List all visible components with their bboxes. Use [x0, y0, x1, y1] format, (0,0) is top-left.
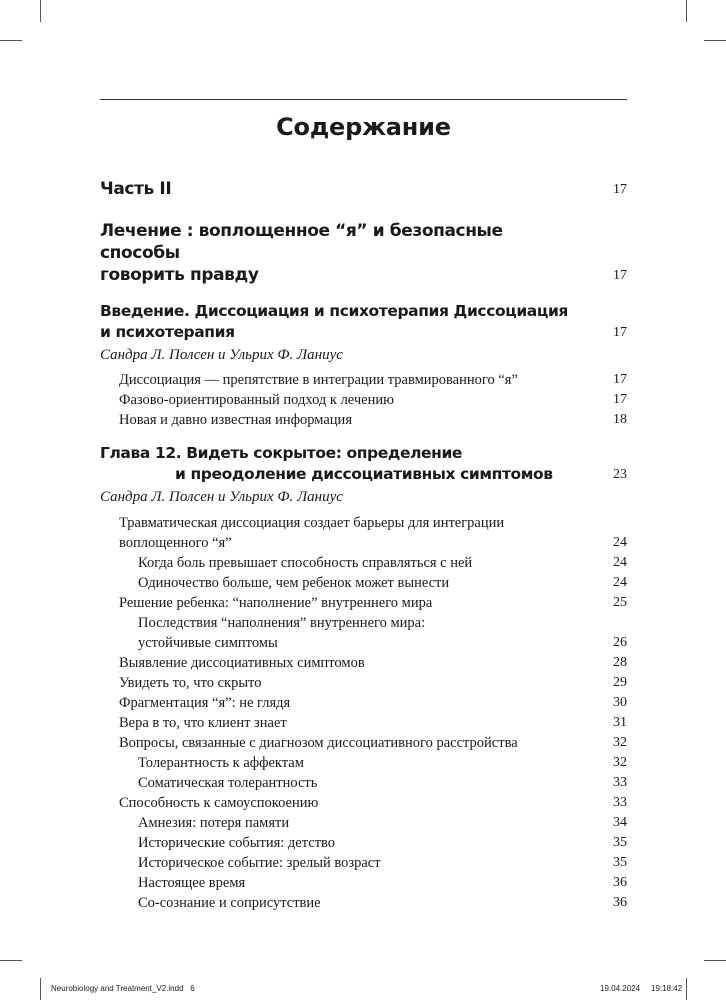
- toc-part-heading[interactable]: [100, 178, 627, 200]
- entry-text: устойчивые симптомы: [138, 635, 278, 651]
- heading-line: говорить правду: [100, 265, 259, 285]
- entry-text: Новая и давно известная информация: [119, 412, 352, 428]
- chapter12-entries: [100, 513, 627, 913]
- entry-text: Исторические события: детство: [138, 835, 336, 851]
- page-number: 24: [613, 575, 627, 590]
- crop-mark: [686, 978, 687, 1000]
- page-number: 35: [613, 855, 627, 870]
- crop-mark: [0, 40, 22, 41]
- page-number: 31: [613, 715, 627, 730]
- footer-time: 19:18:42: [651, 984, 683, 993]
- entry-text: Увидеть то, что скрыто: [119, 675, 262, 691]
- page-number: 24: [613, 555, 627, 570]
- entry-text: Фазово-ориентированный подход к лечению: [119, 392, 394, 408]
- page-number: 17: [613, 325, 627, 340]
- page-number: 34: [613, 815, 627, 830]
- page-number: 32: [613, 735, 627, 750]
- crop-mark: [704, 960, 726, 961]
- heading-line: и преодоление диссоциативных симптомов: [175, 465, 553, 483]
- page-number: 30: [613, 695, 627, 710]
- toc-section-heading[interactable]: [100, 220, 627, 286]
- toc-entry[interactable]: [100, 390, 627, 410]
- page-title: Содержание: [276, 113, 451, 141]
- page-number: 36: [613, 875, 627, 890]
- chapter-author: Сандра Л. Полсен и Ульрих Ф. Ланиус: [100, 489, 343, 505]
- heading-line: Введение. Диссоциация и психотерапия Диссоциация: [100, 302, 568, 320]
- page-number: 35: [613, 835, 627, 850]
- page-number: 17: [613, 268, 627, 283]
- page-number: 23: [613, 467, 627, 482]
- heading-line: Глава 12. Видеть сокрытое: определение: [100, 444, 463, 462]
- heading-line: Лечение : воплощенное “я” и безопасные способы: [100, 221, 503, 263]
- page-number: 17: [613, 372, 627, 387]
- entry-text: Диссоциация — препятствие в интеграции травмированного “я”: [119, 372, 518, 388]
- page-number: 29: [613, 675, 627, 690]
- entry-text: Вера в то, что клиент знает: [119, 715, 287, 731]
- toc-entry[interactable]: [100, 753, 627, 773]
- footer-filename: Neurobiology and Treatment_V2.indd 6: [51, 984, 195, 993]
- toc-intro-heading[interactable]: [100, 301, 627, 343]
- toc-entry[interactable]: [100, 853, 627, 873]
- entry-text: Фрагментация “я”: не глядя: [119, 695, 291, 711]
- toc-entry[interactable]: [100, 513, 627, 533]
- toc-entry[interactable]: [100, 873, 627, 893]
- entry-text: Выявление диссоциативных симптомов: [119, 655, 365, 671]
- heading-line: и психотерапия: [100, 323, 235, 341]
- toc-entry[interactable]: [100, 613, 627, 633]
- entry-text: Соматическая толерантность: [138, 775, 318, 791]
- entry-text: Решение ребенка: “наполнение” внутреннего мира: [119, 595, 433, 611]
- toc-entry[interactable]: [100, 833, 627, 853]
- page-number: 18: [613, 412, 627, 427]
- toc-entry[interactable]: [100, 653, 627, 673]
- toc-entry[interactable]: [100, 573, 627, 593]
- page-number: 17: [613, 182, 627, 197]
- toc-entry[interactable]: [100, 370, 627, 390]
- toc-entry[interactable]: [100, 693, 627, 713]
- crop-mark: [686, 0, 687, 22]
- entry-text: Амнезия: потеря памяти: [138, 815, 290, 831]
- toc-entry[interactable]: [100, 633, 627, 653]
- page-number: 36: [613, 895, 627, 910]
- toc-entry[interactable]: [100, 713, 627, 733]
- toc-entry[interactable]: [100, 893, 627, 913]
- header-rule: [100, 99, 627, 100]
- entry-text: Травматическая диссоциация создает барьеры для интеграции: [119, 515, 505, 531]
- toc-entry[interactable]: [100, 793, 627, 813]
- entry-text: Последствия “наполнения” внутреннего мира:: [138, 615, 426, 631]
- page-number: 28: [613, 655, 627, 670]
- page-number: 26: [613, 635, 627, 650]
- entry-text: Вопросы, связанные с диагнозом диссоциативного расстройства: [119, 735, 518, 751]
- page-number: 32: [613, 755, 627, 770]
- toc-entry[interactable]: [100, 673, 627, 693]
- part-label: Часть II: [100, 179, 172, 199]
- toc-entry[interactable]: [100, 733, 627, 753]
- table-of-contents: [100, 170, 627, 913]
- toc-entry[interactable]: [100, 593, 627, 613]
- entry-text: Когда боль превышает способность справляться с ней: [138, 555, 473, 571]
- page-number: 33: [613, 795, 627, 810]
- entry-text: Со-сознание и соприсутствие: [138, 895, 321, 911]
- page-number: 17: [613, 392, 627, 407]
- toc-entry[interactable]: [100, 533, 627, 553]
- entry-text: Настоящее время: [138, 875, 246, 891]
- crop-mark: [40, 0, 41, 22]
- toc-entry[interactable]: [100, 813, 627, 833]
- page-number: 33: [613, 775, 627, 790]
- page-number: 25: [613, 595, 627, 610]
- toc-entry[interactable]: [100, 410, 627, 430]
- toc-chapter-heading[interactable]: [100, 443, 627, 485]
- crop-mark: [40, 978, 41, 1000]
- crop-mark: [704, 40, 726, 41]
- entry-text: воплощенного “я”: [119, 535, 232, 551]
- toc-entry[interactable]: [100, 553, 627, 573]
- toc-entry[interactable]: [100, 773, 627, 793]
- chapter-author: Сандра Л. Полсен и Ульрих Ф. Ланиус: [100, 347, 343, 363]
- entry-text: Способность к самоуспокоению: [119, 795, 319, 811]
- entry-text: Толерантность к аффектам: [138, 755, 304, 771]
- page-number: 24: [613, 535, 627, 550]
- crop-mark: [0, 960, 22, 961]
- intro-entries: [100, 370, 627, 430]
- entry-text: Историческое событие: зрелый возраст: [138, 855, 381, 871]
- entry-text: Одиночество больше, чем ребенок может вынести: [138, 575, 450, 591]
- footer-date: 19.04.2024: [600, 984, 641, 993]
